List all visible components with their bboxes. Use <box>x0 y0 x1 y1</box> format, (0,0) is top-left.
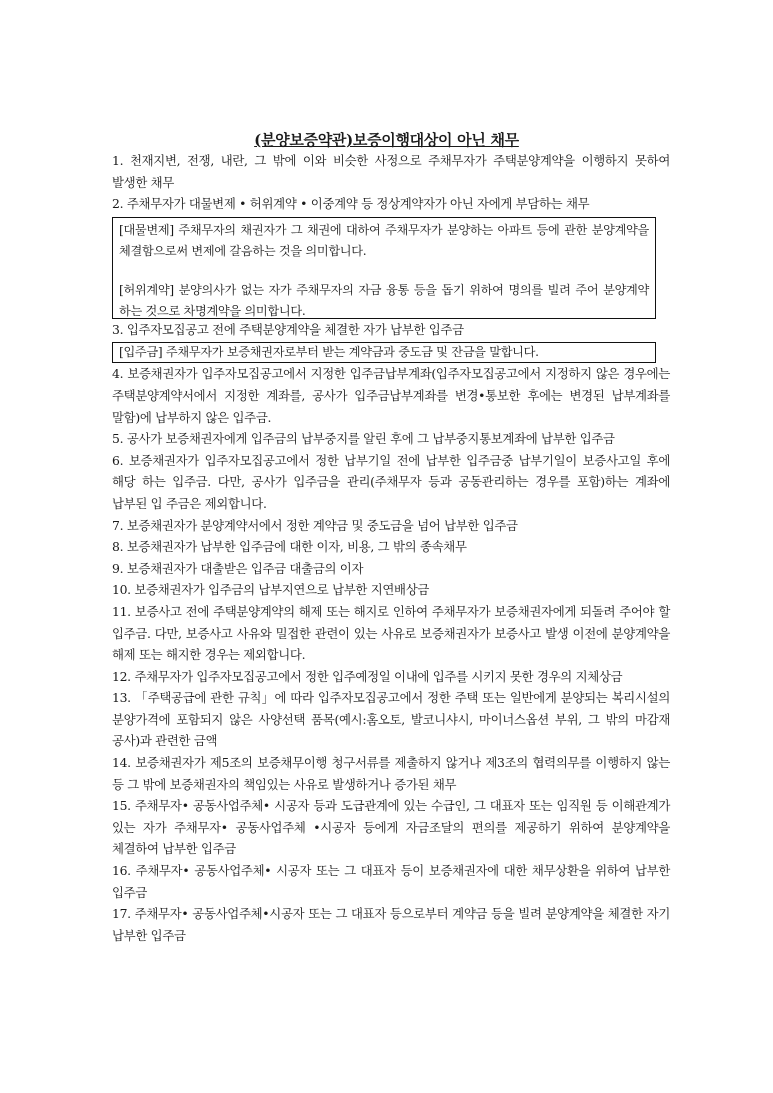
spacer <box>119 263 649 280</box>
definition-box-payment <box>112 342 656 363</box>
document-title: (분양보증약관)보증이행대상이 아닌 채무 <box>254 131 519 149</box>
clause-13: 13. 「주택공급에 관한 규칙」에 따라 입주자모집공고에서 정한 주택 또는 일반에게 분양되는 복리시설의 분양가격에 포함되지 않은 사양선택 품목(예시:홈오토, 발코니샤시, 마이너스옵션 부위, 그 밖의 마감재 공사)과 관련한 금액 <box>112 690 670 749</box>
clause-14: 14. 보증채권자가 제5조의 보증채무이행 청구서류를 제출하지 않거나 제3조의 협력의무를 이행하지 않는 등 그 밖에 보증채권자의 책임있는 사유로 발생하거나 증가된 채무 <box>112 755 670 792</box>
clause-4: 4. 보증채권자가 입주자모집공고에서 지정한 입주금납부계좌(입주자모집공고에서 지정하지 않은 경우에는 주택분양계약서에서 지정한 계좌를, 공사가 입주금납부계좌를 변경•통보한 후에는 변경된 납부계좌를 말함)에 납부하지 않은 입주금. <box>112 366 670 425</box>
clause-7: 7. 보증채권자가 분양계약서에서 정한 계약금 및 중도금을 넘어 납부한 입주금 <box>112 517 518 533</box>
clause-12: 12. 주채무자가 입주자모집공고에서 정한 입주예정일 이내에 입주를 시키지 못한 경우의 지체상금 <box>112 668 623 684</box>
definition-box-substitute-false-contract <box>112 217 656 319</box>
clause-2: 2. 주채무자가 대물변제 • 허위계약 • 이중계약 등 정상계약자가 아닌 자에게 부담하는 채무 <box>112 196 590 212</box>
clause-17: 17. 주채무자• 공동사업주체•시공자 또는 그 대표자 등으로부터 계약금 등을 빌려 분양계약을 체결한 자기 납부한 입주금 <box>112 906 670 943</box>
clause-3: 3. 입주자모집공고 전에 주택분양계약을 체결한 자가 납부한 입주금 <box>112 321 464 337</box>
clause-11: 11. 보증사고 전에 주택분양계약의 해제 또는 해지로 인하여 주채무자가 보증채권자에게 되돌려 주어야 할 입주금. 다만, 보증사고 사유와 밀접한 관련이 있는 사유로 보증채권자가 보증사고 발생 이전에 분양계약을 해제 또는 해지한 경우는 제외합니다. <box>112 603 670 663</box>
clause-6: 6. 보증채권자가 입주자모집공고에서 정한 납부기일 전에 납부한 입주금중 납부기일이 보증사고일 후에 해당 하는 입주금. 다만, 공사가 입주금을 관리(주채무자 등과 공동관리하는 경우를 포함)하는 계좌에 납부된 입 주금은 제외합니다. <box>112 452 670 511</box>
clause-5: 5. 공사가 보증채권자에게 입주금의 납부중지를 알린 후에 그 납부중지통보계좌에 납부한 입주금 <box>112 431 615 447</box>
document-body <box>112 150 670 946</box>
clause-9: 9. 보증채권자가 대출받은 입주금 대출금의 이자 <box>112 560 364 576</box>
clause-16: 16. 주채무자• 공동사업주체• 시공자 또는 그 대표자 등이 보증채권자에 대한 채무상환을 위하여 납부한 입주금 <box>112 863 670 900</box>
clause-15: 15. 주채무자• 공동사업주체• 시공자 등과 도급관계에 있는 수급인, 그 대표자 또는 임직원 등 이해관계가 있는 자가 주채무자• 공동사업주체 •시공자 등에게 자금조달의 편의를 제공하기 위하여 분양계약을 체결하여 납부한 입주금 <box>112 798 670 857</box>
definition-false-contract: [허위계약] 분양의사가 없는 자가 주채무자의 자금 융통 등을 돕기 위하여 명의를 빌려 주어 분양계약 하는 것으로 차명계약을 의미합니다. <box>119 282 649 318</box>
definition-payment: [입주금] 주채무자가 보증채권자로부터 받는 계약금과 중도금 및 잔금을 말합니다. <box>119 345 539 360</box>
clause-1: 1. 천재지변, 전쟁, 내란, 그 밖에 이와 비슷한 사정으로 주채무자가 주택분양계약을 이행하지 못하여 발생한 채무 <box>112 153 670 190</box>
clause-10: 10. 보증채권자가 입주금의 납부지연으로 납부한 지연배상금 <box>112 582 430 598</box>
definition-substitute-payment: [대물변제] 주채무자의 채권자가 그 채권에 대하여 주채무자가 분양하는 아파트 등에 관한 분양계약을 체결함으로써 변제에 갈음하는 것을 의미합니다. <box>119 222 649 259</box>
clause-8: 8. 보증채권자가 납부한 입주금에 대한 이자, 비용, 그 밖의 종속채무 <box>112 539 467 555</box>
